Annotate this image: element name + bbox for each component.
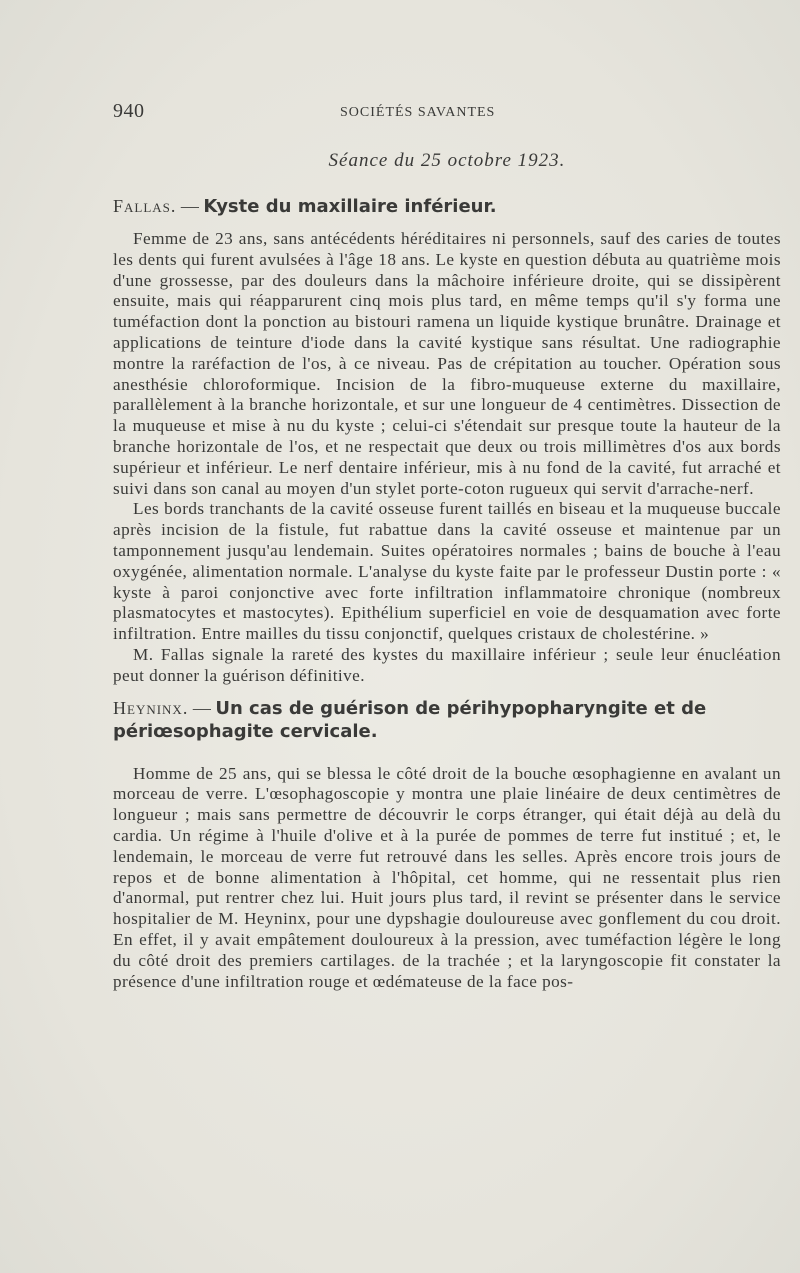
section-author: Heyninx. [113,697,189,718]
section-title: Un cas de guérison de périhypopharyngite et de périœsophagite cervicale. [113,697,707,742]
section-dash: — [176,196,204,216]
spacer [113,687,781,697]
paragraph: Femme de 23 ans, sans antécédents héréditaires ni personnels, sauf des caries de toutes les dents qui furent avulsées à l'âge 18 ans. Le kyste en question débuta au quatrième mois d'une grossesse, par des douleurs dans la mâchoire inférieure droite, qui se dissipèrent ensuite, mais qui réapparurent cinq mois plus tard, en même temps qu'il s'y forma une tuméfaction dont la ponction au bistouri ramena un liquide kystique brunâtre. Drainage et applications de teinture d'iode dans la cavité kystique sans résultat. Une radiographie montre la raréfaction de l'os, à ce niveau. Pas de crépitation au toucher. Opération sous anesthésie chloroformique. Incision de la fibro-muqueuse externe du maxillaire, parallèlement à la branche horizontale, et sur une longueur de 4 centimètres. Dissection de la muqueuse et mise à nu du kyste ; celui-ci s'étendait sur presque toute la hauteur de la branche horizontale de l'os, et ne respectait que deux ou trois millimètres d'os aux bords supérieur et inférieur. Le nerf dentaire inférieur, mis à nu fond de la cavité, fut arraché et suivi dans son canal au moyen d'un stylet porte-coton rugueux qui servit d'arrache-nerf. [113,229,781,498]
section-author: Fallas. [113,196,177,216]
paragraph: M. Fallas signale la rareté des kystes du maxillaire inférieur ; seule leur énucléation peut donner la guérison définitive. [113,644,781,685]
paragraph: Les bords tranchants de la cavité osseuse furent taillés en biseau et la muqueuse buccale après incision de la fistule, fut rabattue dans la cavité osseuse et maintenue par un tamponnement jusqu'au lendemain. Suites opératoires normales ; bains de bouche à l'eau oxygénée, alimentation normale. L'analyse du kyste faite par le professeur Dustin porte : « kyste à paroi conjonctive avec forte infiltration inflammatoire chronique (nombreux plasmatocytes et mastocytes). Epithélium superficiel en voie de desquamation avec forte infiltration. Entre mailles du tissu conjonctif, quelques cristaux de cholestérine. » [113,499,781,644]
paragraph: Homme de 25 ans, qui se blessa le côté droit de la bouche œsophagienne en avalant un morceau de verre. L'œsophagoscopie y montra une plaie linéaire de deux centimètres de longueur ; mais sans permettre de découvrir le corps étranger, qui était déjà au delà du cardia. Un régime à l'huile d'olive et à la purée de pommes de terre fut institué ; et, le lendemain, le morceau de verre fut retrouvé dans les selles. Après encore trois jours de repos et de bonne alimentation à l'hôpital, cet homme, qui ne ressentait plus rien d'anormal, put rentrer chez lui. Huit jours plus tard, il revint se présenter dans le service hospitalier de M. Heyninx, pour une dypshagie douloureuse avec gonflement du cou droit. En effet, il y avait empâtement douloureux à la pression, avec tuméfaction légère le long du côté droit des premiers cartilages. de la trachée ; et la laryngoscopie fit constater la présence d'une infiltration rouge et œdémateuse de la face pos- [113,763,781,991]
section-dash: — [188,697,216,718]
spacer [113,754,781,764]
page-header [113,100,781,130]
session-heading: Séance du 25 octobre 1923. [328,150,566,171]
running-title: SOCIÉTÉS SAVANTES [340,105,496,120]
section-title: Kyste du maxillaire inférieur. [203,196,497,217]
page-body [113,150,781,992]
page-number: 940 [113,100,145,122]
section-heading-heyninx [113,697,781,743]
section-heading-fallas [113,195,781,218]
